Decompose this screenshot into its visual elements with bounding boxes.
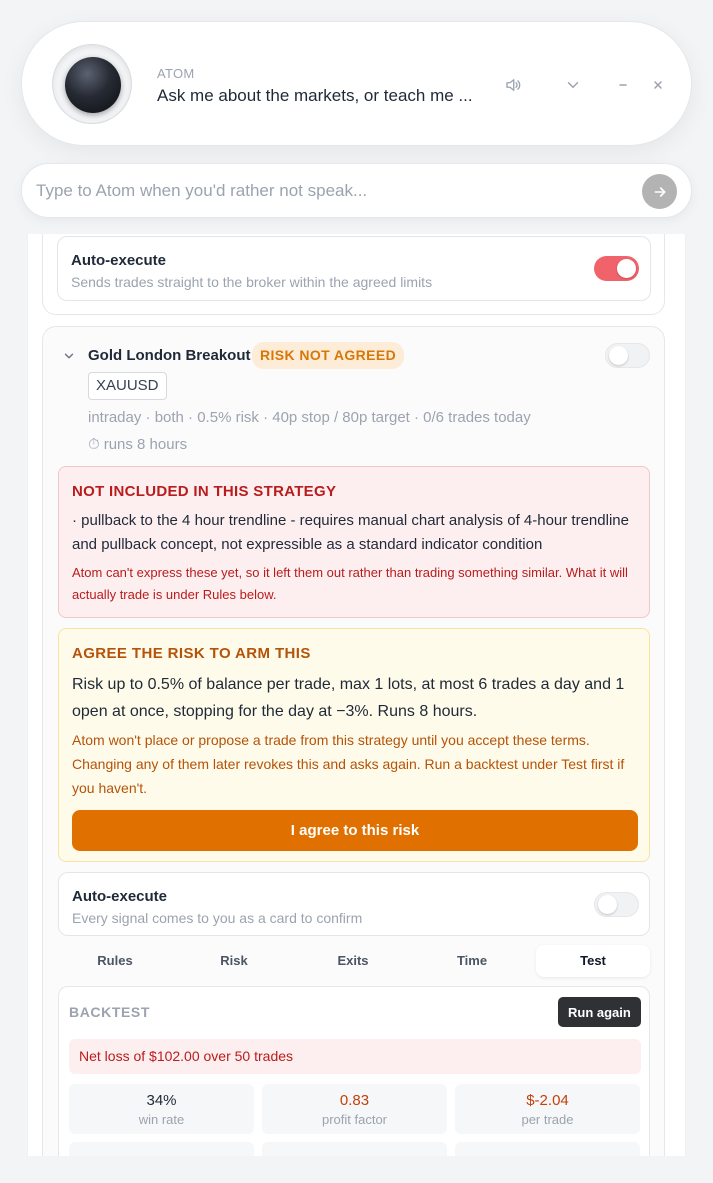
collapse-chevron-icon[interactable] [62, 349, 76, 363]
not-included-note: Atom can't express these yet, so it left them out rather than trading something similar. What it will actually trade is under Rules below. [72, 565, 628, 602]
stat-card-partial [262, 1142, 447, 1156]
auto-execute-title: Auto-execute [71, 252, 167, 269]
minimize-icon[interactable] [612, 74, 634, 96]
tab-test[interactable]: Test [536, 945, 650, 977]
tab-exits[interactable]: Exits [337, 953, 369, 968]
stat-value: $-2.04 [526, 1092, 569, 1109]
stat-per-trade [455, 1084, 640, 1134]
tab-time[interactable]: Time [456, 953, 488, 968]
stat-win-rate [69, 1084, 254, 1134]
backtest-title: BACKTEST [69, 1004, 151, 1020]
assistant-message: Ask me about the markets, or teach me ... [157, 86, 473, 105]
strategy-tabs [58, 945, 650, 977]
stat-value: 0.83 [339, 1092, 370, 1109]
strategy-meta: intraday · both · 0.5% risk · 40p stop / 80p target · 0/6 trades today [88, 409, 531, 426]
stat-value: 34% [146, 1092, 177, 1109]
backtest-result: Net loss of $102.00 over 50 trades [69, 1039, 641, 1074]
chat-input-bar [21, 163, 692, 218]
agree-risk-title: AGREE THE RISK TO ARM THIS [72, 645, 311, 662]
auto-execute-toggle[interactable] [594, 256, 639, 281]
risk-status-badge: RISK NOT AGREED [252, 342, 404, 369]
agree-risk-note: Atom won't place or propose a trade from this strategy until you accept these terms. Changing any of them later revokes this and asks again. Run a backtest under Test first if you haven't. [72, 732, 625, 796]
stat-label: win rate [138, 1112, 185, 1127]
close-icon[interactable] [647, 74, 669, 96]
symbol-chip: XAUUSD [88, 372, 167, 400]
speaker-icon[interactable] [502, 74, 524, 96]
arrow-right-icon [652, 184, 668, 200]
strategy-enable-toggle[interactable] [605, 343, 650, 368]
agree-risk-button[interactable]: I agree to this risk [72, 810, 638, 851]
auto-execute-row [57, 236, 651, 301]
strategy-auto-execute-toggle[interactable] [594, 892, 639, 917]
not-included-title: NOT INCLUDED IN THIS STRATEGY [72, 483, 337, 500]
backtest-panel [58, 986, 650, 1156]
stat-profit-factor [262, 1084, 447, 1134]
strategy-name: Gold London Breakout [88, 347, 251, 364]
timer-icon: ⏱ [88, 436, 100, 453]
tab-risk[interactable]: Risk [220, 953, 248, 968]
strategy-panel[interactable] [27, 234, 686, 1156]
auto-execute-subtitle: Sends trades straight to the broker within the agreed limits [71, 274, 433, 290]
run-again-button[interactable]: Run again [558, 997, 641, 1027]
stat-card-partial [69, 1142, 254, 1156]
stat-card-partial [455, 1142, 640, 1156]
strategy-auto-execute-title: Auto-execute [72, 888, 168, 905]
send-button[interactable] [642, 174, 677, 209]
not-included-box [58, 466, 650, 618]
runtime-label: runs 8 hours [103, 436, 188, 453]
assistant-orb-frame[interactable] [52, 44, 132, 124]
previous-strategy-card [42, 234, 665, 315]
strategy-auto-execute-row [58, 872, 650, 936]
strategy-card [42, 326, 665, 1156]
strategy-auto-execute-subtitle: Every signal comes to you as a card to confirm [72, 910, 363, 926]
stat-label: per trade [521, 1112, 574, 1127]
agree-risk-box [58, 628, 650, 862]
not-included-item: · pullback to the 4 hour trendline - requires manual chart analysis of 4-hour trendline and pullback concept, not expressible as a standard indicator condition [72, 512, 629, 553]
assistant-name: ATOM [157, 66, 195, 81]
chevron-down-icon[interactable] [562, 74, 584, 96]
tab-rules[interactable]: Rules [97, 953, 133, 968]
agree-risk-terms: Risk up to 0.5% of balance per trade, max 1 lots, at most 6 trades a day and 1 open at once, stopping for the day at −3%. Runs 8 hours. [72, 676, 625, 720]
stat-label: profit factor [321, 1112, 388, 1127]
strategy-runtime [88, 436, 187, 453]
assistant-header [21, 21, 692, 146]
chat-input[interactable] [36, 174, 636, 208]
assistant-orb[interactable] [65, 57, 121, 113]
